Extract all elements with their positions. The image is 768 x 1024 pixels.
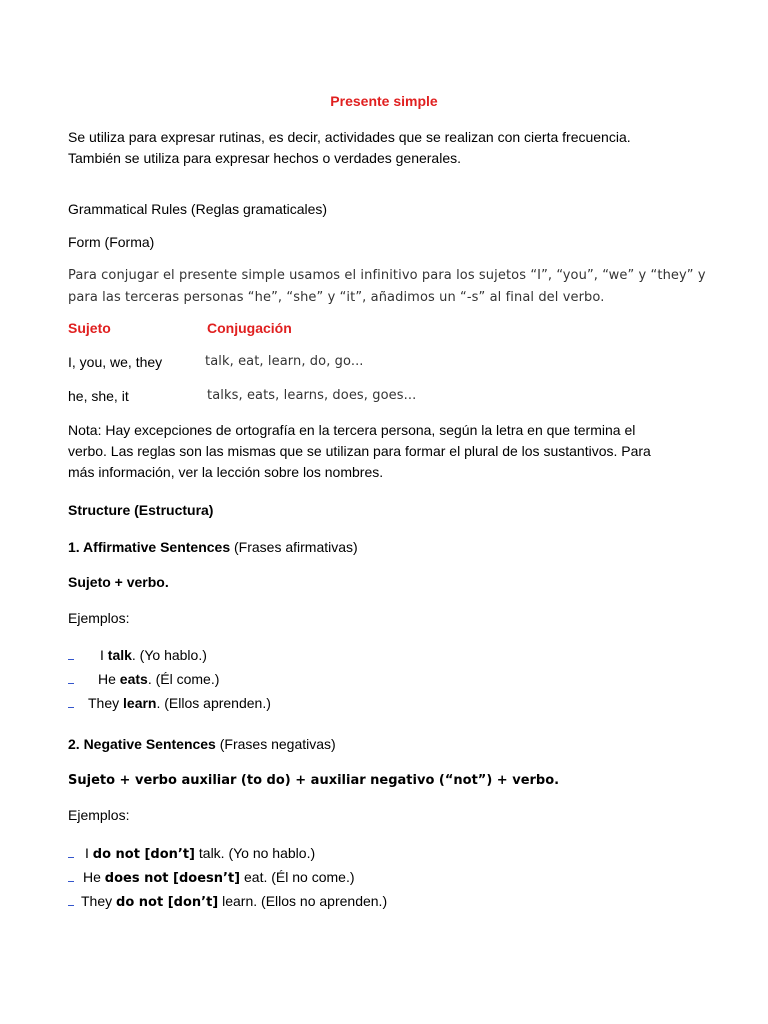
table-row-2-subject: he, she, it [68,388,129,404]
affirmative-formula: Sujeto + verbo. [68,574,169,590]
note-line-2: verbo. Las reglas son las mismas que se utilizan para formar el plural de los sustantivos. Para [68,443,651,459]
negative-example-3: They do not [don’t] learn. (Ellos no aprenden.) [68,893,387,910]
affirmative-examples-label: Ejemplos: [68,610,130,626]
affirmative-heading-bold: 1. Affirmative Sentences [68,539,231,555]
list-marker [68,893,74,906]
table-row-2-conjugation: talks, eats, learns, does, goes... [207,388,417,403]
form-heading: Form (Forma) [68,234,155,250]
list-marker [68,647,74,660]
negative-example-2: He does not [doesn’t] eat. (Él no come.) [68,869,355,886]
affirmative-heading-rest: (Frases afirmativas) [230,539,358,555]
negative-formula: Sujeto + verbo auxiliar (to do) + auxiliar negativo (“not”) + verbo. [68,773,560,788]
structure-heading: Structure (Estructura) [68,502,214,518]
table-row-1-subject: I, you, we, they [68,354,163,370]
table-row-1-conjugation: talk, eat, learn, do, go... [205,354,364,369]
negative-heading [68,734,336,755]
negative-example-1: I do not [don’t] talk. (Yo no hablo.) [68,845,315,862]
page-title: Presente simple [330,93,438,109]
list-marker [68,869,74,882]
intro-line-1: Se utiliza para expresar rutinas, es decir, actividades que se realizan con cierta frecuencia. [68,129,631,145]
affirmative-example-2: He eats. (Él come.) [68,671,219,687]
negative-heading-rest: (Frases negativas) [215,736,336,752]
list-marker [68,695,74,708]
note-line-1: Nota: Hay excepciones de ortografía en la tercera persona, según la letra en que termina el [68,422,636,438]
affirmative-example-1: I talk. (Yo hablo.) [68,647,207,663]
rules-heading: Grammatical Rules (Reglas gramaticales) [68,201,328,217]
affirmative-example-3: They learn. (Ellos aprenden.) [68,695,271,711]
affirmative-heading [68,537,358,558]
intro-line-2: También se utiliza para expresar hechos o verdades generales. [68,150,462,166]
negative-examples-label: Ejemplos: [68,807,130,823]
table-header-subject: Sujeto [68,320,111,336]
form-paragraph [68,265,706,309]
list-marker [68,671,74,684]
form-line-1: Para conjugar el presente simple usamos el infinitivo para los sujetos “I”, “you”, “we” y “they” y [68,268,706,283]
negative-heading-bold: 2. Negative Sentences [68,736,216,752]
intro-paragraph [68,127,631,169]
table-header-conjugation: Conjugación [207,320,292,336]
note-line-3: más información, ver la lección sobre los nombres. [68,464,384,480]
list-marker [68,845,74,858]
form-line-2: para las terceras personas “he”, “she” y “it”, añadimos un “-s” al final del verbo. [68,290,605,305]
note-paragraph [68,420,651,483]
